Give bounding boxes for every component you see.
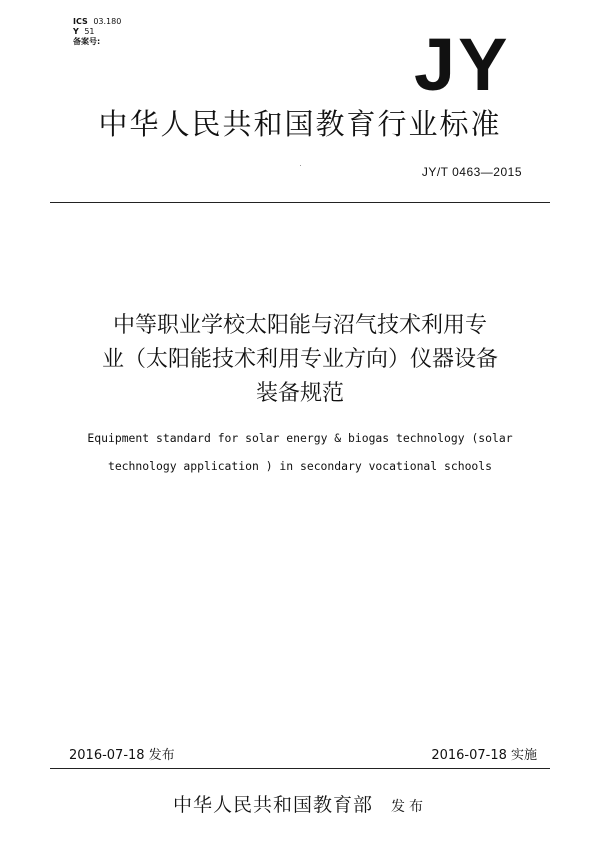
chinese-title xyxy=(40,309,560,411)
chinese-title-line-2: 业（太阳能技术利用专业方向）仪器设备 xyxy=(101,347,498,372)
class-value: 51 xyxy=(84,27,95,36)
top-divider xyxy=(50,202,550,203)
ics-label: ICS xyxy=(73,17,88,26)
record-number-label: 备案号: xyxy=(73,37,101,46)
speck-dot xyxy=(300,165,301,166)
standard-organization-title: 中华人民共和国教育行业标准 xyxy=(98,107,502,141)
implementation-date: 2016-07-18 实施 xyxy=(431,748,537,763)
chinese-title-line-1: 中等职业学校太阳能与沼气技术利用专 xyxy=(112,313,487,338)
ics-code-row xyxy=(73,17,121,27)
ics-value: 03.180 xyxy=(93,17,122,26)
english-title xyxy=(30,424,570,480)
chinese-title-line-3: 装备规范 xyxy=(255,381,344,406)
issuer-line xyxy=(0,790,600,817)
issue-date: 2016-07-18 发布 xyxy=(69,748,175,763)
english-title-line-2: technology application ) in secondary vocational schools xyxy=(107,459,493,473)
record-number-row xyxy=(73,37,121,47)
jy-logo: JY xyxy=(414,23,511,106)
issuer-name: 中华人民共和国教育部 xyxy=(172,794,373,816)
bottom-divider xyxy=(50,768,550,769)
standard-number: JY/T 0463—2015 xyxy=(421,165,522,179)
classification-codes xyxy=(73,17,121,47)
english-title-line-1: Equipment standard for solar energy & biogas technology (solar xyxy=(87,431,513,445)
issuer-verb: 发布 xyxy=(391,799,427,815)
class-code-row xyxy=(73,27,121,37)
class-label: Y xyxy=(73,27,79,36)
